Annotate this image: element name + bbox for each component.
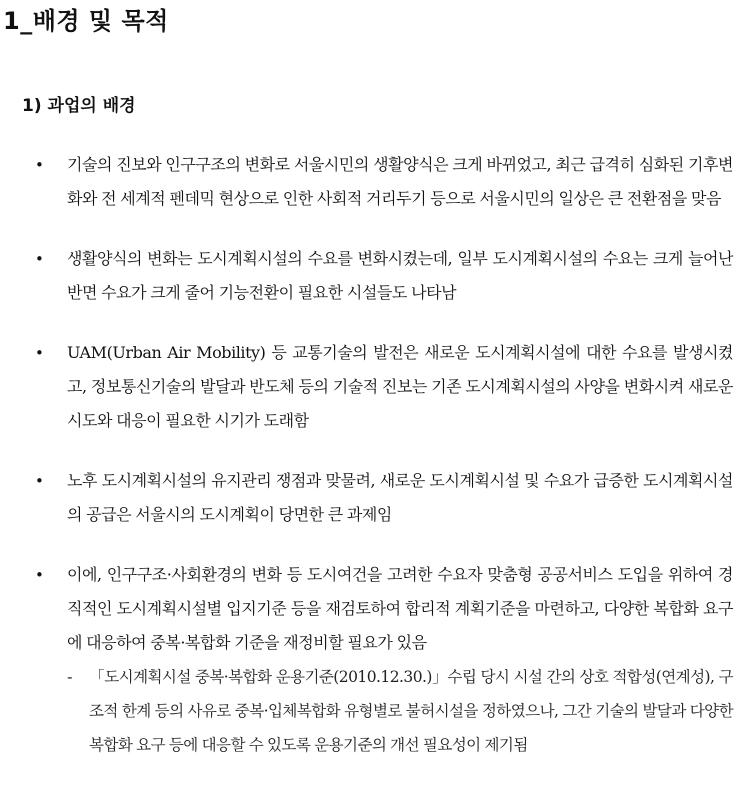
bullet-text: UAM(Urban Air Mobility) 등 교통기술의 발전은 새로운 도시계획시설에 대한 수요를 발생시켰고, 정보통신기술의 발달과 반도체 등의 기술적 진보는 기존 도시계획시설의 사양을 변화시켜 새로운 시도와 대응이 필요한 시기가 도래함 [67,343,733,430]
bullet-item [0,242,743,310]
bullet-marker: • [35,566,44,584]
bullet-marker: • [35,344,44,362]
bullet-item [0,558,743,660]
bullet-item [0,148,743,216]
bullet-marker: • [35,156,44,174]
background-bullet-list [0,148,743,762]
sub-item-marker: - [67,668,73,686]
bullet-item [0,464,743,532]
sub-item [0,660,743,762]
bullet-text: 생활양식의 변화는 도시계획시설의 수요를 변화시켰는데, 일부 도시계획시설의 수요는 크게 늘어난 반면 수요가 크게 줄어 기능전환이 필요한 시설들도 나타남 [67,249,733,302]
bullet-item [0,336,743,438]
bullet-text: 이에, 인구구조·사회환경의 변화 등 도시여건을 고려한 수요자 맞춤형 공공서비스 도입을 위하여 경직적인 도시계획시설별 입지기준 등을 재검토하여 합리적 계획기준을 마련하고, 다양한 복합화 요구에 대응하여 중복·복합화 기준을 재정비할 필요가 있음 [67,565,733,652]
section-title: 1_배경 및 목적 [3,7,169,35]
subsection-title: 1) 과업의 배경 [22,96,136,116]
sub-item-text: 「도시계획시설 중복·복합화 운용기준(2010.12.30.)」수립 당시 시설 간의 상호 적합성(연계성), 구조적 한계 등의 사유로 중복·입체복합화 유형별로 불허시설을 정하였으나, 그간 기술의 발달과 다양한 복합화 요구 등에 대응할 수 있도록 운용기준의 개선 필요성이 제기됨 [89,668,733,754]
bullet-text: 기술의 진보와 인구구조의 변화로 서울시민의 생활양식은 크게 바뀌었고, 최근 급격히 심화된 기후변화와 전 세계적 펜데믹 현상으로 인한 사회적 거리두기 등으로 서울시민의 일상은 큰 전환점을 맞음 [67,155,733,208]
bullet-marker: • [35,250,44,268]
bullet-text: 노후 도시계획시설의 유지관리 쟁점과 맞물려, 새로운 도시계획시설 및 수요가 급증한 도시계획시설의 공급은 서울시의 도시계획이 당면한 큰 과제임 [67,471,733,524]
bullet-marker: • [35,472,44,490]
